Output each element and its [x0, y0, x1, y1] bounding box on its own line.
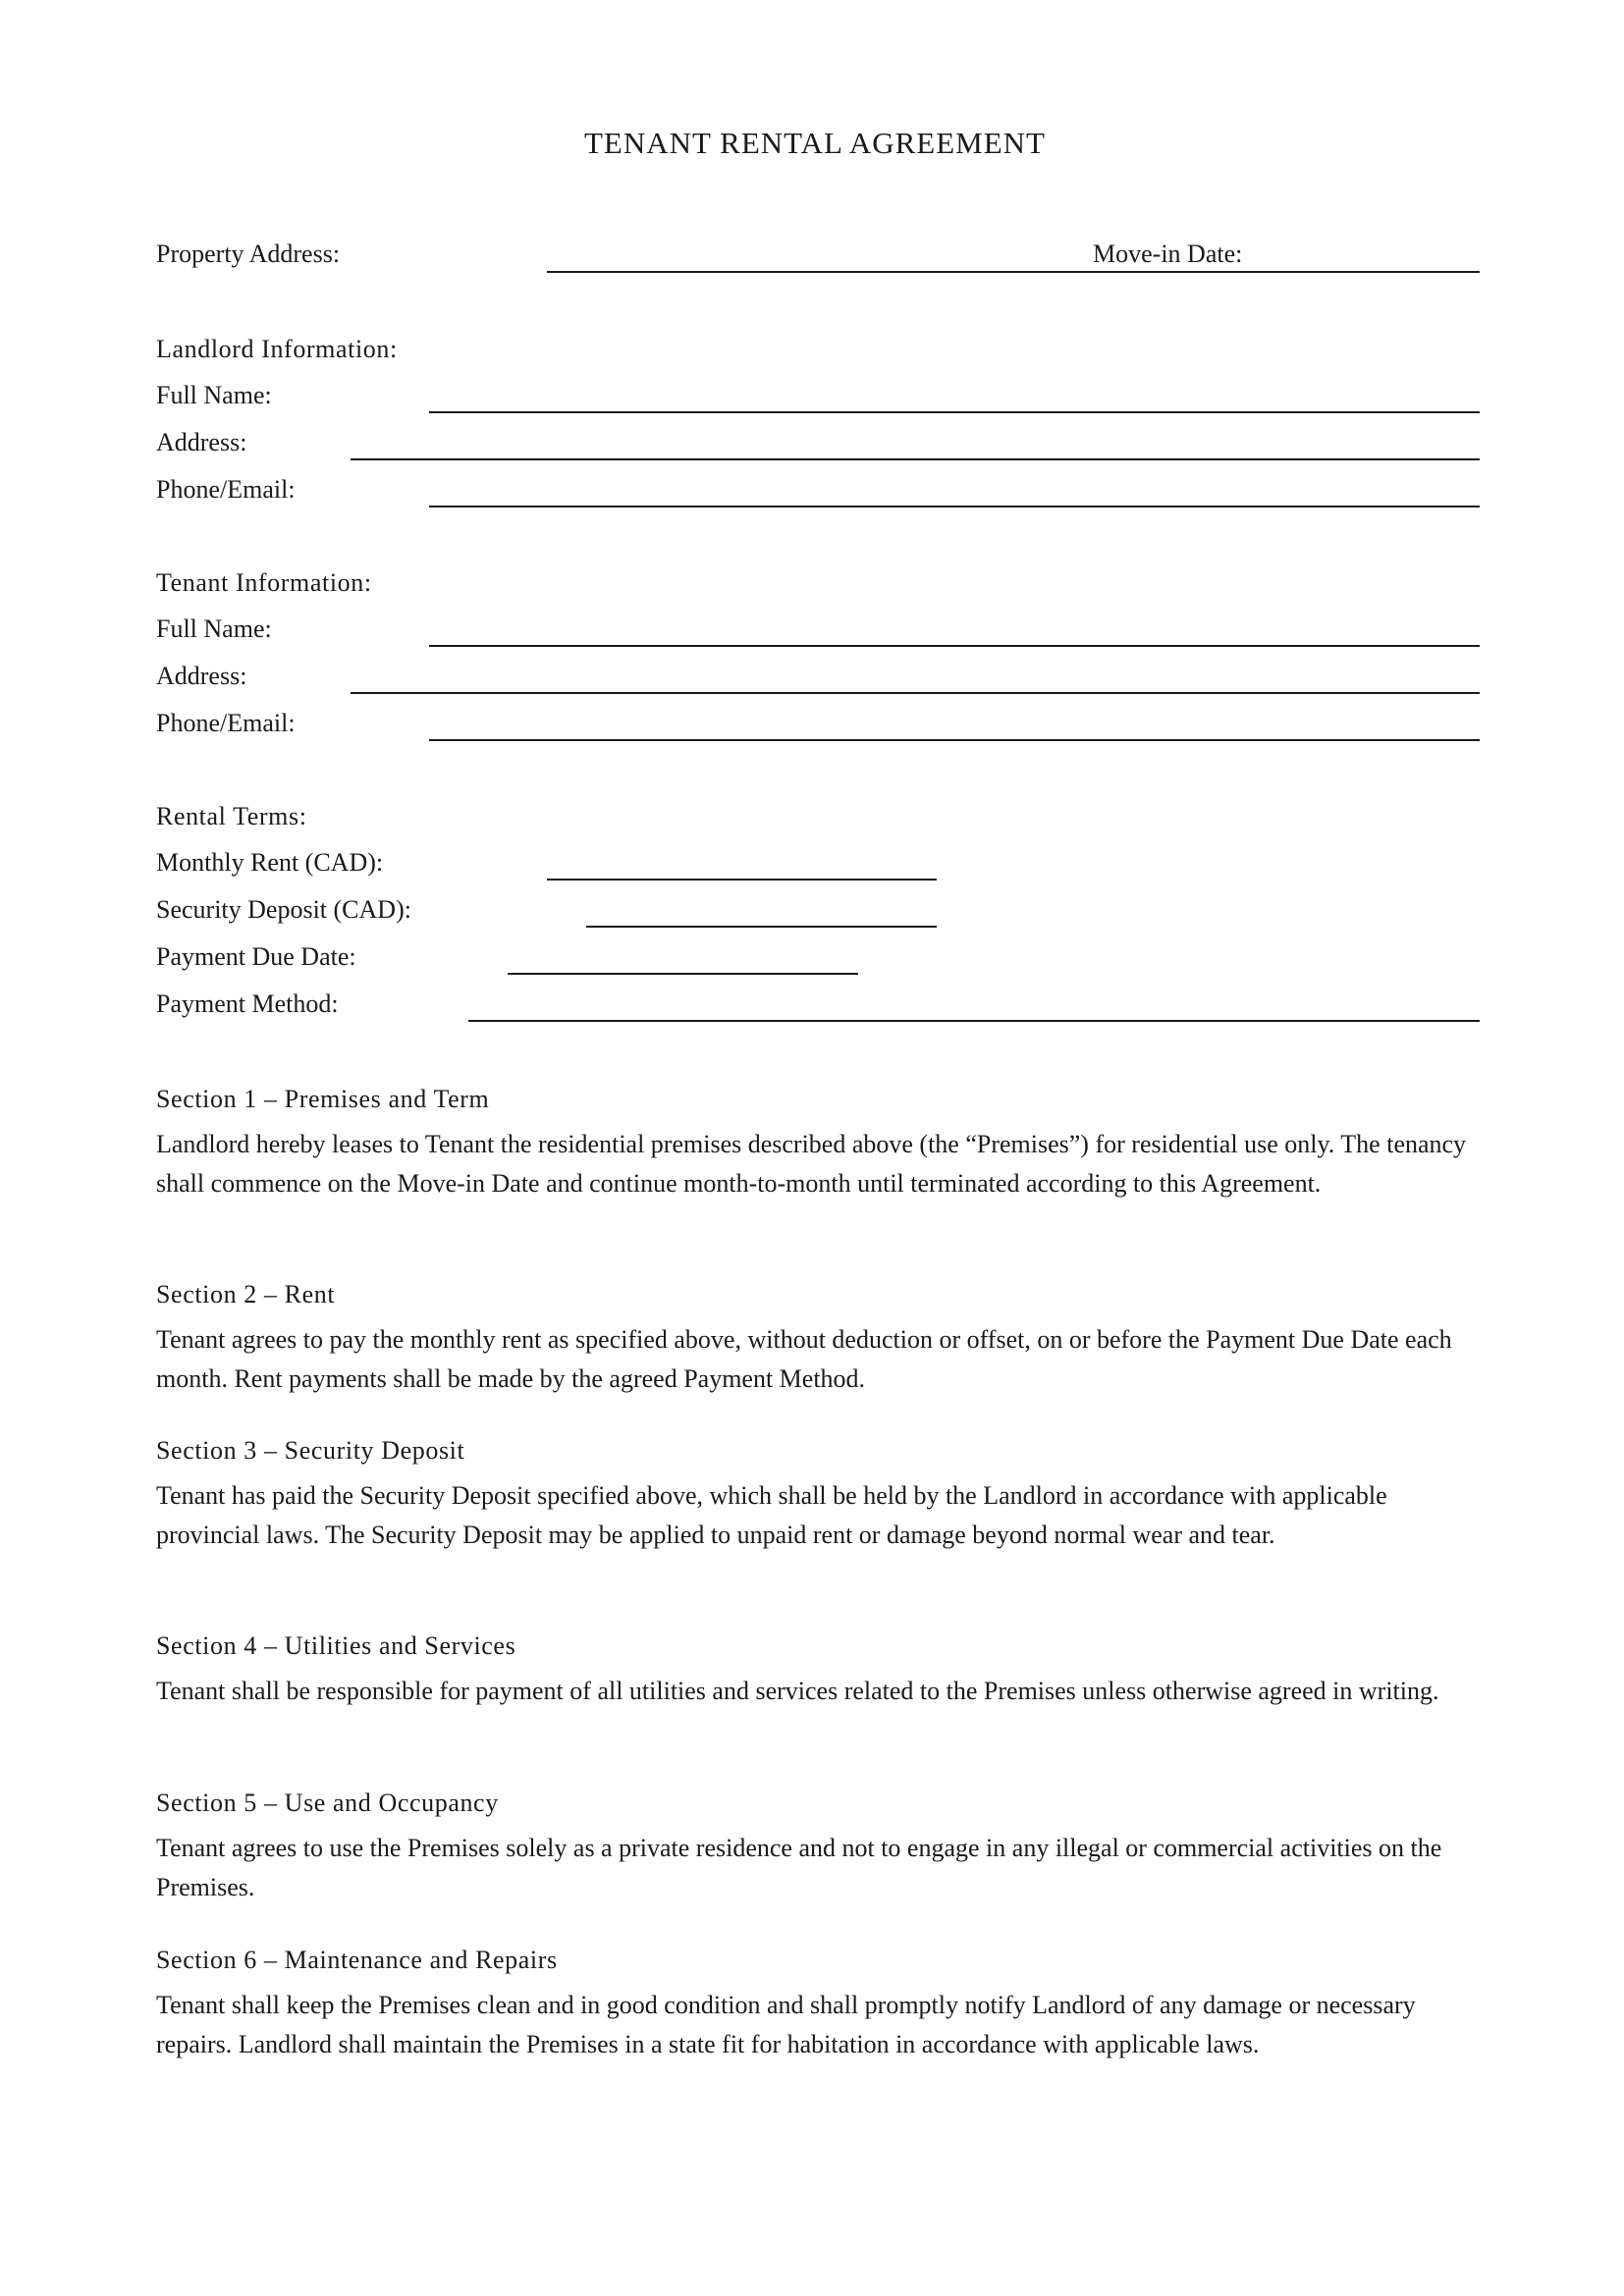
section-2-heading: Section 2 – Rent — [156, 1280, 336, 1308]
tenant-full-name-field[interactable] — [429, 645, 1480, 647]
tenant-address-label: Address: — [156, 662, 247, 690]
monthly-rent-label: Monthly Rent (CAD): — [156, 848, 384, 877]
tenant-phone-email-label: Phone/Email: — [156, 709, 296, 737]
section-1-heading: Section 1 – Premises and Term — [156, 1085, 490, 1113]
security-deposit-field[interactable] — [586, 926, 937, 928]
landlord-full-name-label: Full Name: — [156, 381, 272, 409]
section-1-body: Landlord hereby leases to Tenant the residential premises described above (the “Premises”) for residential use only. The tenancy shall commence on the Move-in Date and continue month-to-month until terminated according to this Agreement. — [156, 1130, 1467, 1198]
tenant-phone-email-field[interactable] — [429, 739, 1480, 741]
tenant-info-heading: Tenant Information: — [156, 568, 372, 597]
section-4-body: Tenant shall be responsible for payment of all utilities and services related to the Premises unless otherwise agreed in writing. — [156, 1677, 1439, 1705]
security-deposit-label: Security Deposit (CAD): — [156, 895, 411, 924]
section-6-heading: Section 6 – Maintenance and Repairs — [156, 1946, 558, 1974]
rental-terms-heading: Rental Terms: — [156, 802, 307, 830]
payment-method-label: Payment Method: — [156, 989, 339, 1018]
section-3-heading: Section 3 – Security Deposit — [156, 1436, 465, 1465]
section-2-body: Tenant agrees to pay the monthly rent as specified above, without deduction or offset, on or before the Payment Due Date each month. Rent payments shall be made by the agreed Payment Method. — [156, 1325, 1452, 1393]
landlord-phone-email-field[interactable] — [429, 506, 1480, 507]
landlord-address-field[interactable] — [351, 458, 1480, 460]
section-4-heading: Section 4 – Utilities and Services — [156, 1631, 516, 1660]
section-5-body: Tenant agrees to use the Premises solely as a private residence and not to engage in any illegal or commercial activities on the Premises. — [156, 1834, 1442, 1901]
document-title: TENANT RENTAL AGREEMENT — [584, 126, 1046, 160]
property-address-field[interactable] — [547, 271, 1480, 273]
monthly-rent-field[interactable] — [547, 879, 937, 881]
landlord-full-name-field[interactable] — [429, 411, 1480, 413]
landlord-address-label: Address: — [156, 428, 247, 456]
property-address-label: Property Address: — [156, 240, 341, 268]
payment-due-date-label: Payment Due Date: — [156, 942, 356, 971]
payment-method-field[interactable] — [468, 1020, 1480, 1022]
section-3-body: Tenant has paid the Security Deposit specified above, which shall be held by the Landlord in accordance with applicable provincial laws. The Security Deposit may be applied to unpaid rent or damage beyond normal wear and tear. — [156, 1481, 1387, 1549]
tenant-full-name-label: Full Name: — [156, 614, 272, 643]
tenant-address-field[interactable] — [351, 692, 1480, 694]
section-5-heading: Section 5 – Use and Occupancy — [156, 1789, 499, 1817]
landlord-info-heading: Landlord Information: — [156, 335, 398, 363]
landlord-phone-email-label: Phone/Email: — [156, 475, 296, 504]
move-in-date-label: Move-in Date: — [1093, 240, 1243, 268]
payment-due-date-field[interactable] — [508, 973, 858, 975]
section-6-body: Tenant shall keep the Premises clean and in good condition and shall promptly notify Landlord of any damage or necessary repairs. Landlord shall maintain the Premises in a state fit for habitation in accordance with applicable laws. — [156, 1991, 1416, 2058]
